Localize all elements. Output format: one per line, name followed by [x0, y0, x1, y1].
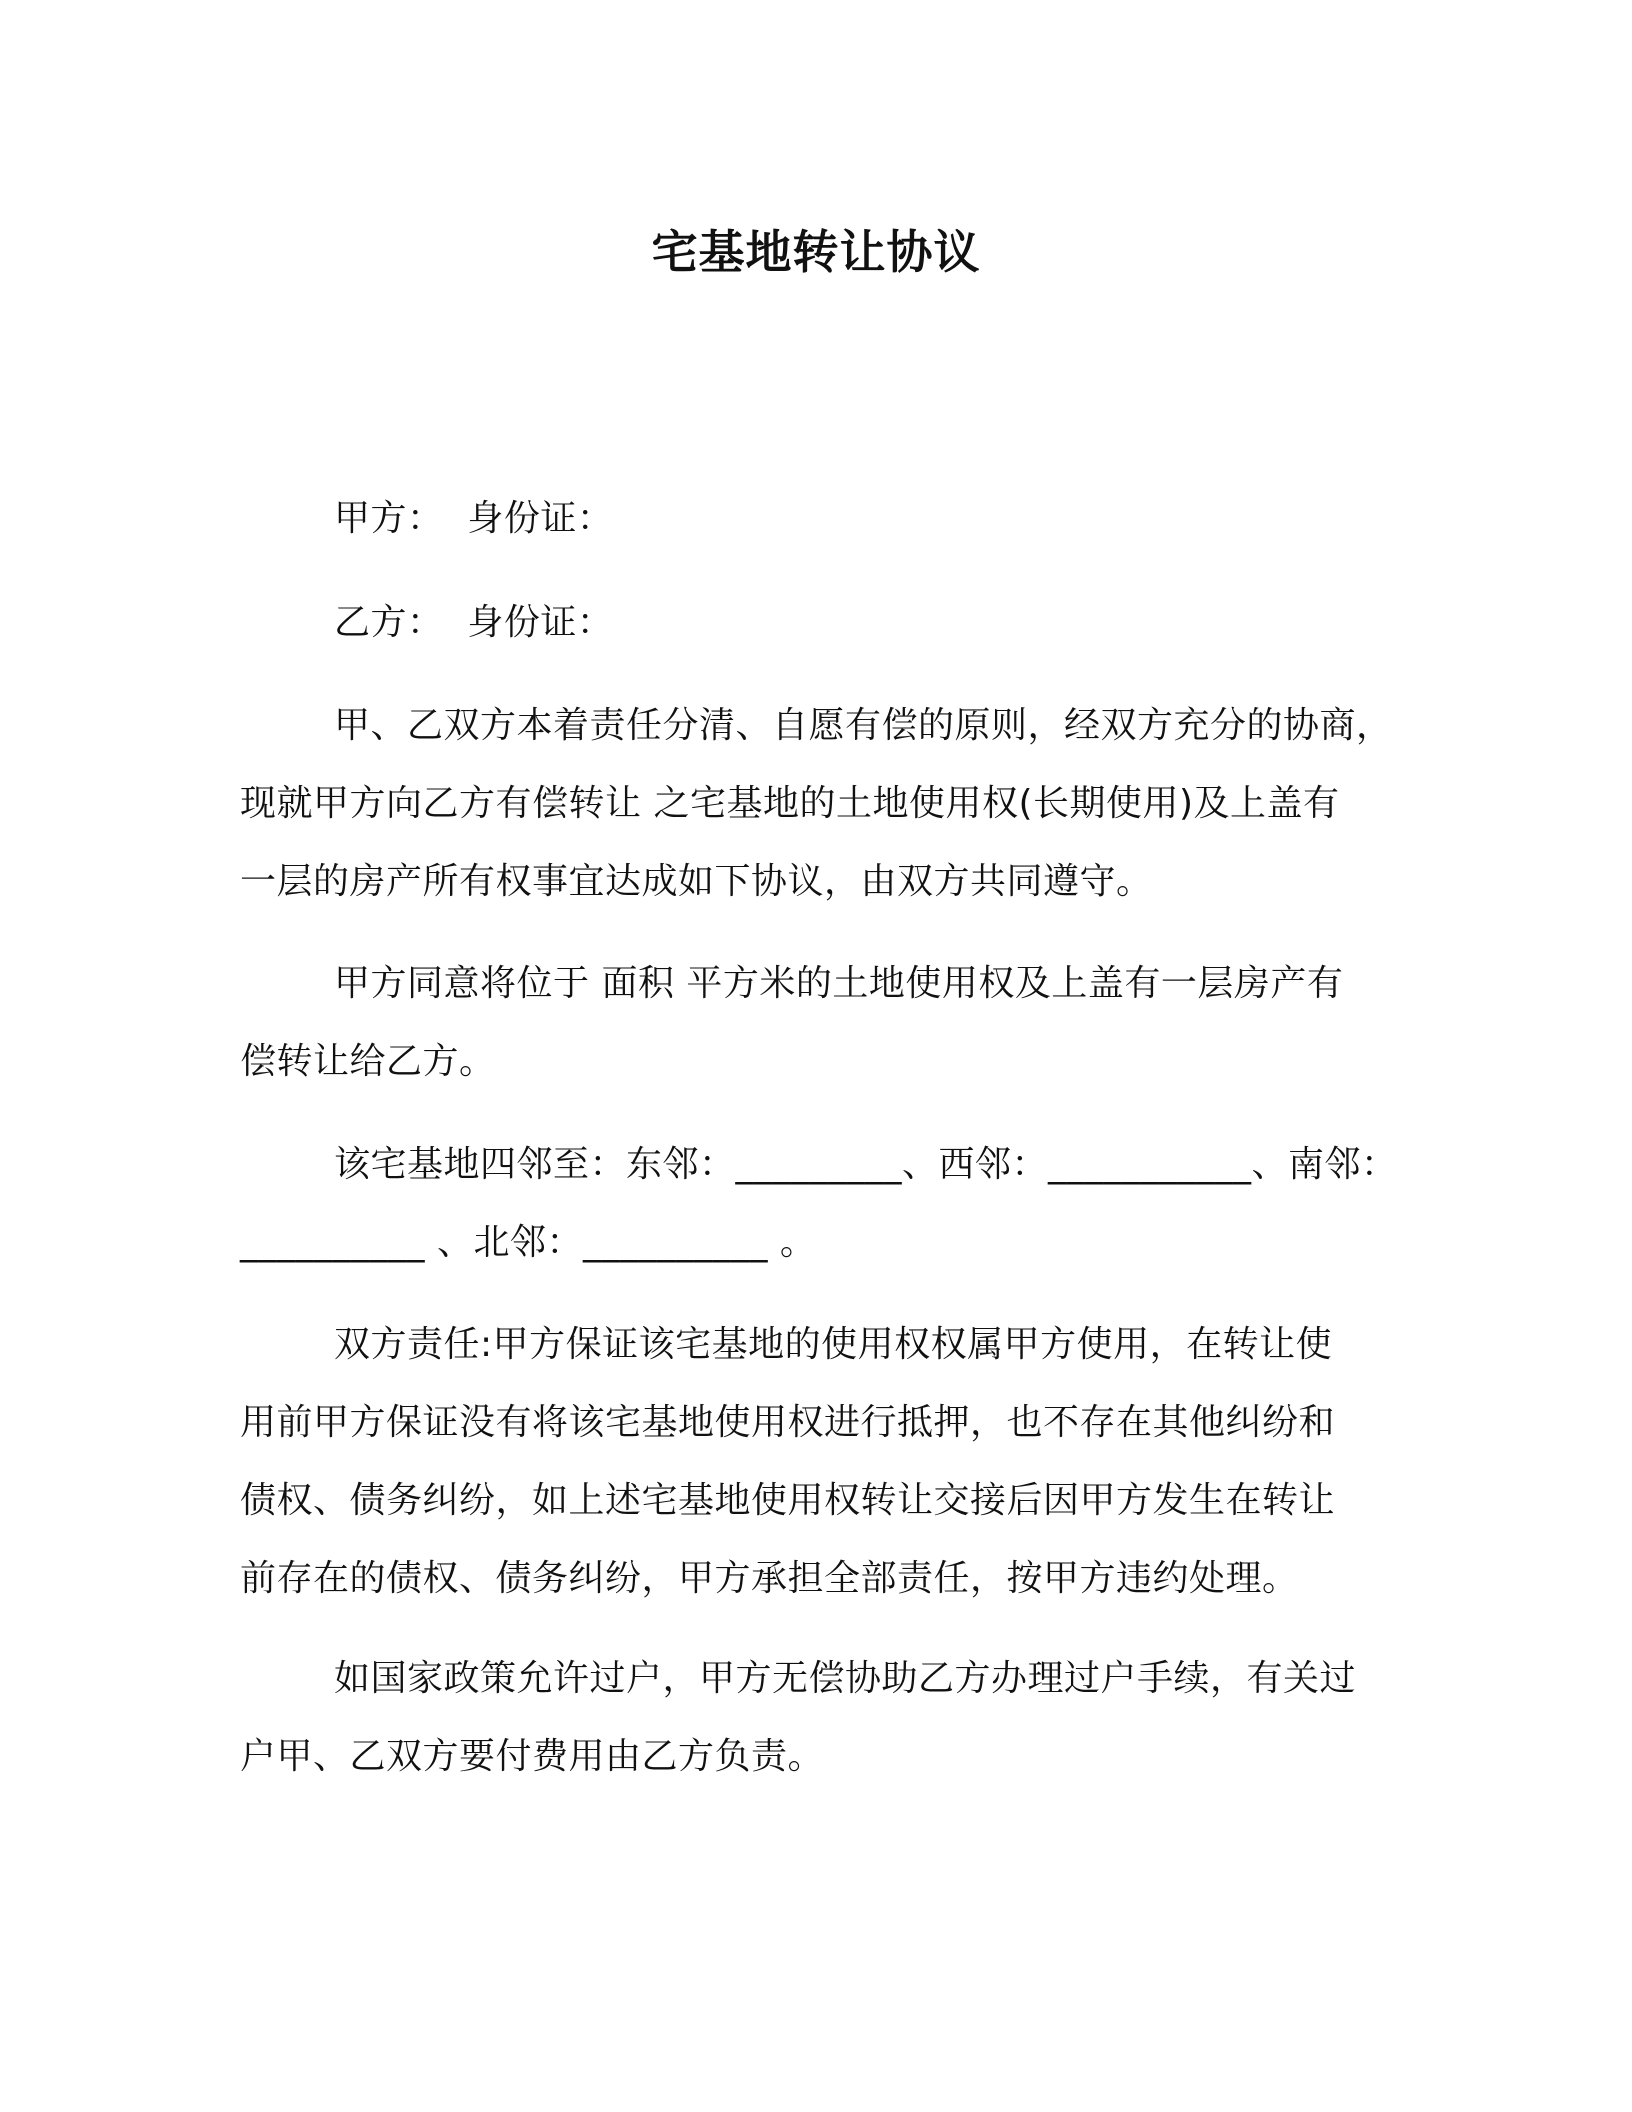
paragraph-line: 如国家政策允许过户，甲方无偿协助乙方办理过户手续，有关过 — [334, 1658, 1357, 1699]
paragraph-line: 一层的房产所有权事宜达成如下协议，由双方共同遵守。 — [240, 861, 1153, 902]
paragraph-line: 甲方同意将位于 面积 平方米的土地使用权及上盖有一层房产有 — [334, 963, 1344, 1004]
party-a-text: 甲方： 身份证： — [334, 498, 614, 539]
paragraph-line: 现就甲方向乙方有偿转让 之宅基地的土地使用权(长期使用)及上盖有 — [240, 783, 1340, 824]
party-b-line — [240, 584, 1412, 662]
paragraph-land-transfer — [240, 945, 1412, 1101]
paragraph-transfer-policy — [240, 1640, 1412, 1796]
paragraph-line: 前存在的债权、债务纠纷，甲方承担全部责任，按甲方违约处理。 — [240, 1558, 1299, 1599]
paragraph-line: 甲、乙双方本着责任分清、自愿有偿的原则，经双方充分的协商， — [334, 705, 1393, 746]
paragraph-line: __________ 、北邻：__________ 。 — [240, 1222, 817, 1263]
paragraph-line: 债权、债务纠纷，如上述宅基地使用权转让交接后因甲方发生在转让 — [240, 1480, 1336, 1521]
party-a-line — [240, 480, 1412, 558]
paragraph-preamble — [240, 687, 1412, 921]
paragraph-boundaries — [240, 1126, 1412, 1282]
paragraph-line: 偿转让给乙方。 — [240, 1041, 496, 1082]
paragraph-line: 该宅基地四邻至：东邻：_________、西邻：___________、南邻： — [334, 1144, 1398, 1185]
paragraph-line: 户甲、乙双方要付费用由乙方负责。 — [240, 1736, 825, 1777]
paragraph-line: 双方责任:甲方保证该宅基地的使用权权属甲方使用，在转让使 — [334, 1324, 1333, 1365]
party-b-text: 乙方： 身份证： — [334, 602, 614, 643]
paragraph-line: 用前甲方保证没有将该宅基地使用权进行抵押，也不存在其他纠纷和 — [240, 1402, 1336, 1443]
paragraph-responsibilities — [240, 1306, 1412, 1618]
document-title: 宅基地转让协议 — [651, 225, 981, 279]
